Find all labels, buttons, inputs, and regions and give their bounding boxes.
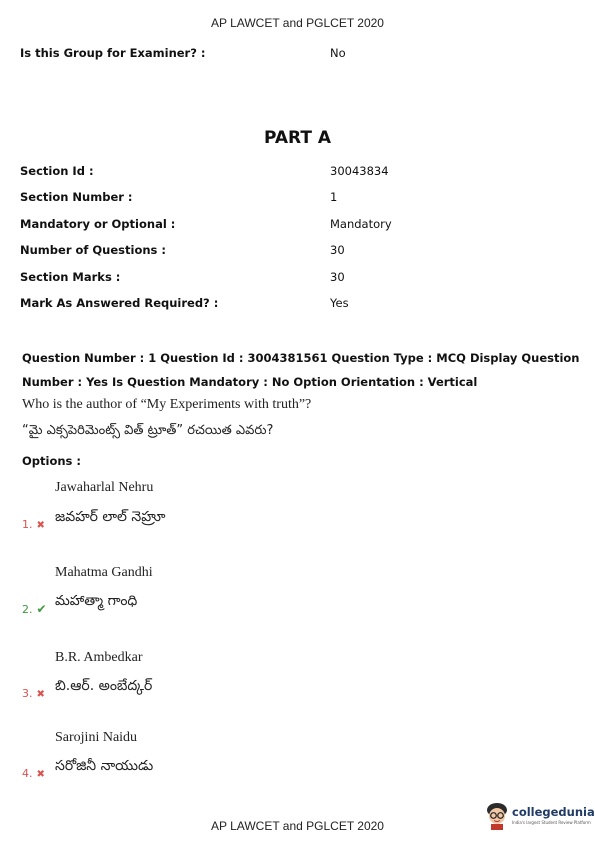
- option-3-number: [22, 687, 45, 700]
- examiner-group-label: Is this Group for Examiner? :: [20, 46, 206, 60]
- option-1-number: [22, 518, 45, 531]
- check-icon: ✔: [36, 602, 47, 616]
- option-number: 2.: [22, 603, 33, 616]
- section-id-value: 30043834: [330, 164, 389, 178]
- logo-tagline: India's largest Student Review Platform: [512, 820, 591, 825]
- collegedunia-logo: [484, 800, 595, 832]
- option-number: 4.: [22, 767, 33, 780]
- option-3-english: B.R. Ambedkar: [55, 650, 143, 665]
- question-meta-line-1: Question Number : 1 Question Id : 3004381561 Question Type : MCQ Display Question: [22, 351, 580, 365]
- mandatory-value: Mandatory: [330, 217, 392, 231]
- logo-name: collegedunia: [512, 805, 595, 819]
- option-1-english: Jawaharlal Nehru: [55, 480, 154, 495]
- option-4-telugu: సరోజినీ నాయుడు: [55, 758, 154, 774]
- option-number: 1.: [22, 518, 33, 531]
- part-title: PART A: [263, 128, 332, 148]
- mandatory-label: Mandatory or Optional :: [20, 217, 176, 231]
- option-3-telugu: బి.ఆర్. అంబేద్కర్: [55, 678, 153, 694]
- examiner-group-value: No: [330, 46, 346, 60]
- options-label: Options :: [22, 454, 81, 468]
- cross-icon: ✖: [36, 689, 45, 700]
- mark-answered-label: Mark As Answered Required? :: [20, 296, 219, 310]
- mascot-icon: [484, 801, 510, 831]
- question-meta-line-2: Number : Yes Is Question Mandatory : No Option Orientation : Vertical: [22, 375, 478, 389]
- num-questions-value: 30: [330, 243, 345, 257]
- option-4-number: [22, 767, 45, 780]
- section-id-label: Section Id :: [20, 164, 94, 178]
- cross-icon: ✖: [36, 520, 45, 531]
- num-questions-label: Number of Questions :: [20, 243, 166, 257]
- page-footer: AP LAWCET and PGLCET 2020: [211, 819, 384, 833]
- option-2-telugu: మహాత్మా గాంధి: [55, 593, 138, 609]
- option-1-telugu: జవహర్ లాల్ నెహ్రూ: [55, 509, 166, 525]
- cross-icon: ✖: [36, 769, 45, 780]
- mark-answered-value: Yes: [330, 296, 349, 310]
- question-text-telugu: “మై ఎక్సపెరిమెంట్స్ విత్ ట్రూత్” రచయిత ఎవరు?: [22, 423, 274, 438]
- option-number: 3.: [22, 687, 33, 700]
- question-text-english: Who is the author of “My Experiments with truth”?: [22, 397, 312, 412]
- section-marks-value: 30: [330, 270, 345, 284]
- section-number-label: Section Number :: [20, 190, 133, 204]
- option-2-number: [22, 602, 47, 616]
- page-header: AP LAWCET and PGLCET 2020: [211, 16, 384, 30]
- option-2-english: Mahatma Gandhi: [55, 565, 153, 580]
- section-number-value: 1: [330, 190, 338, 204]
- option-4-english: Sarojini Naidu: [55, 730, 138, 745]
- section-marks-label: Section Marks :: [20, 270, 121, 284]
